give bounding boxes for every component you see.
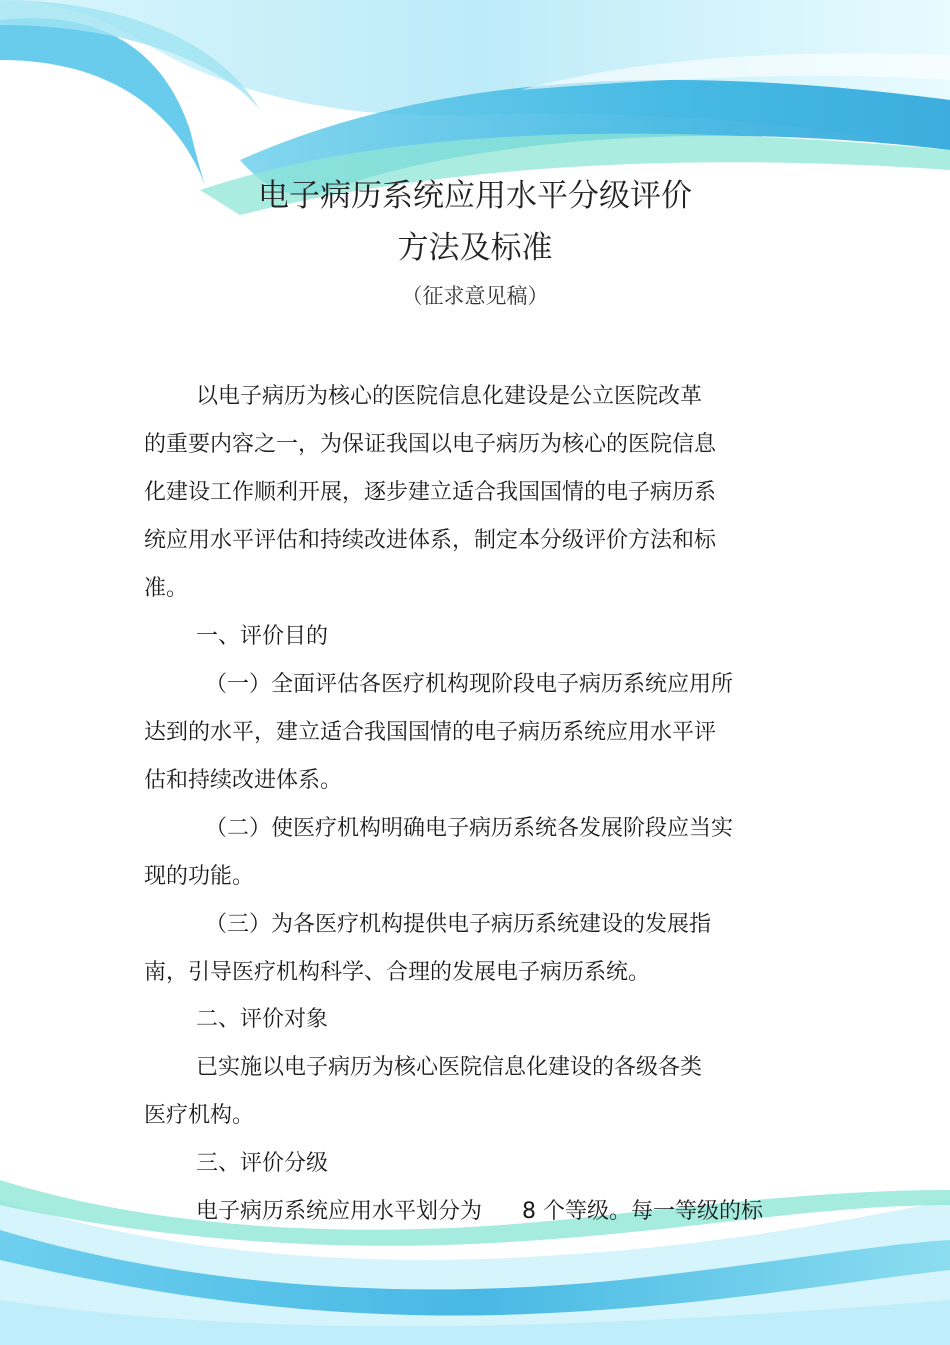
- body-line: 现的功能。: [144, 864, 255, 889]
- body-line: （三）为各医疗机构提供电子病历系统建设的发展指: [205, 912, 712, 937]
- body-line-last-part1: 电子病历系统应用水平划分为: [196, 1199, 483, 1224]
- body-line: 医疗机构。: [144, 1103, 255, 1128]
- section-heading: 三、评价分级: [196, 1151, 329, 1176]
- body-line: 统应用水平评估和持续改进体系，制定本分级评价方法和标: [144, 528, 717, 553]
- document-title-line2: 方法及标准: [397, 230, 553, 266]
- body-line-last: [196, 1197, 763, 1227]
- body-line: 已实施以电子病历为核心医院信息化建设的各级各类: [196, 1055, 703, 1080]
- document-subtitle: （征求意见稿）: [401, 284, 549, 308]
- body-line: 估和持续改进体系。: [144, 768, 343, 793]
- body-line: （一）全面评估各医疗机构现阶段电子病历系统应用所: [205, 672, 734, 697]
- body-line: 达到的水平，建立适合我国国情的电子病历系统应用水平评: [144, 720, 717, 745]
- body-line: 准。: [144, 576, 189, 601]
- body-line-last-part2: 8 个等级。每一等级的标: [522, 1199, 764, 1224]
- bottom-wave-decoration: [0, 1160, 950, 1345]
- body-line: 的重要内容之一，为保证我国以电子病历为核心的医院信息: [144, 432, 717, 457]
- section-heading: 二、评价对象: [196, 1007, 329, 1032]
- body-line: 南，引导医疗机构科学、合理的发展电子病历系统。: [144, 960, 651, 985]
- document-title-line1: 电子病历系统应用水平分级评价: [258, 178, 692, 214]
- body-line: （二）使医疗机构明确电子病历系统各发展阶段应当实: [205, 816, 734, 841]
- body-line: 以电子病历为核心的医院信息化建设是公立医院改革: [196, 384, 703, 409]
- section-heading: 一、评价目的: [196, 624, 329, 649]
- body-line: 化建设工作顺利开展，逐步建立适合我国国情的电子病历系: [144, 480, 717, 505]
